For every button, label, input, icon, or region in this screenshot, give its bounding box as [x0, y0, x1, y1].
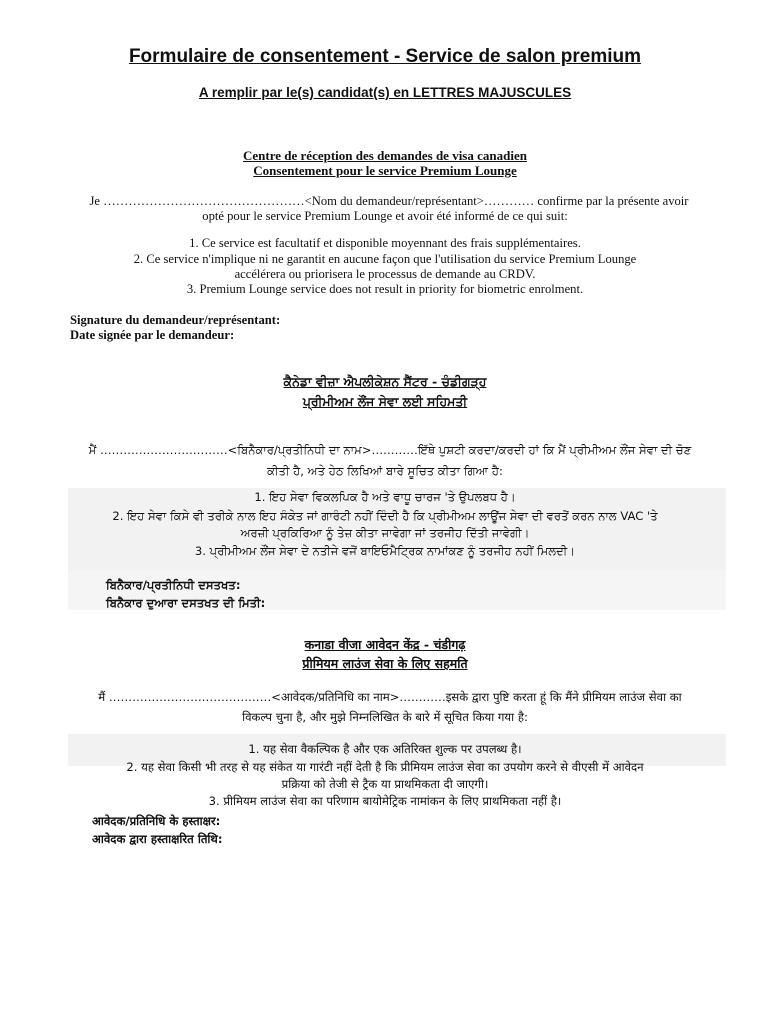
punjabi-date-label: ਬਿਨੈਕਾਰ ਦੁਆਰਾ ਦਸਤਖਤ ਦੀ ਮਿਤੀ: [106, 596, 266, 610]
french-item-2-line-2: accélérera ou priorisera le processus de demande au CRDV. [234, 267, 536, 281]
hindi-heading-1: कनाडा वीजा आवेदन केंद्र - चंडीगढ़ [304, 637, 466, 652]
hindi-intro-line-1: मैं ……………………………………<आवेदक/प्रतिनिधि का नाम>…………इसके द्वारा पुष्टि करता हूं कि मैंने प्रीमियम लाउंज सेवा का [98, 690, 682, 704]
french-heading-1: Centre de réception des demandes de visa canadien [243, 148, 527, 163]
punjabi-heading-1: ਕੈਨੇਡਾ ਵੀਜ਼ਾ ਐਪਲੀਕੇਸ਼ਨ ਸੈਂਟਰ - ਚੰਡੀਗੜ੍ਹ [283, 374, 487, 389]
punjabi-item-3: 3. ਪ੍ਰੀਮੀਅਮ ਲੌਂਜ ਸੇਵਾ ਦੇ ਨਤੀਜੇ ਵਜੋਂ ਬਾਇਓਮੈਟ੍ਰਿਕ ਨਾਮਾਂਕਣ ਨੂੰ ਤਰਜੀਹ ਨਹੀਂ ਮਿਲਦੀ। [194, 544, 576, 558]
punjabi-item-2-line-2: ਅਰਜ਼ੀ ਪ੍ਰਕਿਰਿਆ ਨੂੰ ਤੇਜ਼ ਕੀਤਾ ਜਾਵੇਗਾ ਜਾਂ ਤਰਜੀਹ ਦਿੱਤੀ ਜਾਵੇਗੀ। [240, 526, 530, 540]
punjabi-item-2-line-1: 2. ਇਹ ਸੇਵਾ ਕਿਸੇ ਵੀ ਤਰੀਕੇ ਨਾਲ ਇਹ ਸੰਕੇਤ ਜਾਂ ਗਾਰੰਟੀ ਨਹੀਂ ਦਿੰਦੀ ਹੈ ਕਿ ਪ੍ਰੀਮੀਅਮ ਲਾਊਂਜ ਸੇਵਾ ਦੀ ਵਰਤੋਂ ਕਰਨ ਨਾਲ VAC 'ਤੇ [112, 509, 658, 523]
french-item-2-line-1: 2. Ce service n'implique ni ne garantit en aucune façon que l'utilisation du service Premium Lounge [133, 252, 637, 266]
hindi-heading-2: प्रीमियम लाउंज सेवा के लिए सहमति [302, 656, 468, 671]
page-title: Formulaire de consentement - Service de salon premium [128, 46, 642, 67]
hindi-item-2-line-2: प्रक्रिया को तेजी से ट्रैक या प्राथमिकता दी जाएगी। [281, 777, 489, 791]
french-signature-label: Signature du demandeur/représentant: [70, 313, 281, 327]
hindi-signature-label: आवेदक/प्रतिनिधि के हस्ताक्षर: [92, 814, 221, 828]
hindi-date-label: आवेदक द्वारा हस्ताक्षरित तिथि: [92, 832, 223, 846]
punjabi-intro-line-2: ਕੀਤੀ ਹੈ, ਅਤੇ ਹੇਠ ਲਿਖਿਆਂ ਬਾਰੇ ਸੂਚਿਤ ਕੀਤਾ ਗਿਆ ਹੈ: [267, 464, 503, 478]
punjabi-intro-line-1: ਮੈਂ ……………………………<ਬਿਨੈਕਾਰ/ਪ੍ਰਤੀਨਿਧੀ ਦਾ ਨਾਮ>…………ਇੱਥੇ ਪੁਸ਼ਟੀ ਕਰਦਾ/ਕਰਦੀ ਹਾਂ ਕਿ ਮੈਂ ਪ੍ਰੀਮੀਅਮ ਲੌਂਜ ਸੇਵਾ ਦੀ ਚੋਣ [88, 443, 692, 457]
french-item-3: 3. Premium Lounge service does not result in priority for biometric enrolment. [186, 282, 584, 296]
punjabi-item-1: 1. ਇਹ ਸੇਵਾ ਵਿਕਲਪਿਕ ਹੈ ਅਤੇ ਵਾਧੂ ਚਾਰਜ 'ਤੇ ਉਪਲਬਧ ਹੈ। [254, 490, 516, 504]
page-subtitle: A remplir par le(s) candidat(s) en LETTRES MAJUSCULES [198, 85, 572, 100]
french-intro-line-1: Je …………………………………………<Nom du demandeur/représentant>………… confirme par la présente avoir [89, 194, 689, 208]
punjabi-heading-2: ਪ੍ਰੀਮੀਅਮ ਲੌਂਜ ਸੇਵਾ ਲਈ ਸਹਿਮਤੀ [302, 394, 468, 409]
hindi-item-3: 3. प्रीमियम लाउंज सेवा का परिणाम बायोमेट्रिक नामांकन के लिए प्राथमिकता नहीं है। [208, 794, 562, 808]
hindi-item-2-line-1: 2. यह सेवा किसी भी तरह से यह संकेत या गारंटी नहीं देती है कि प्रीमियम लाउंज सेवा का उपयोग करने से वीएसी में आवेदन [126, 760, 644, 774]
hindi-intro-line-2: विकल्प चुना है, और मुझे निम्नलिखित के बारे में सूचित किया गया है: [242, 710, 528, 724]
hindi-item-1: 1. यह सेवा वैकल्पिक है और एक अतिरिक्त शुल्क पर उपलब्ध है। [248, 742, 522, 756]
french-intro-line-2: opté pour le service Premium Lounge et avoir été informé de ce qui suit: [202, 209, 568, 223]
punjabi-signature-label: ਬਿਨੈਕਾਰ/ਪ੍ਰਤੀਨਿਧੀ ਦਸਤਖਤ: [106, 578, 241, 592]
french-item-1: 1. Ce service est facultatif et disponible moyennant des frais supplémentaires. [189, 236, 581, 250]
french-date-label: Date signée par le demandeur: [70, 328, 235, 342]
french-heading-2: Consentement pour le service Premium Lounge [253, 163, 517, 178]
